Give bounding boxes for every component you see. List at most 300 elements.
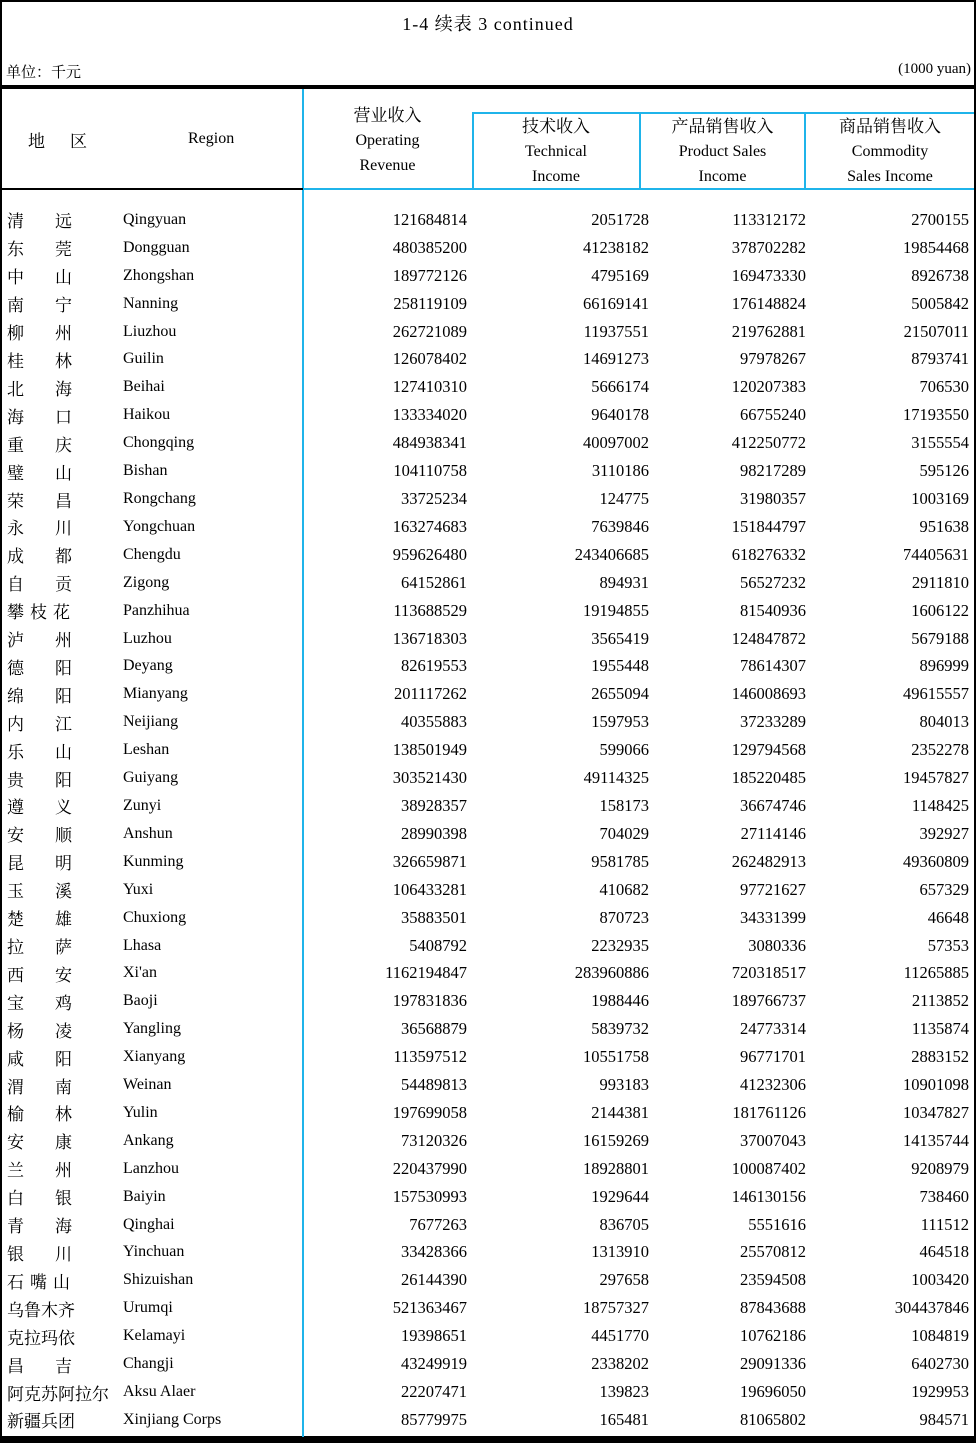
value-cell: 14135744 xyxy=(903,1130,969,1150)
value-cell: 28990398 xyxy=(401,823,467,843)
value-cell: 33725234 xyxy=(401,489,467,509)
value-cell: 104110758 xyxy=(393,461,467,481)
value-cell: 1084819 xyxy=(911,1326,969,1346)
value-cell: 146008693 xyxy=(731,684,806,704)
value-cell: 657329 xyxy=(919,879,969,899)
region-name-cn: 乌鲁木齐 xyxy=(7,1300,75,1320)
value-cell: 8793741 xyxy=(911,349,969,369)
value-cell: 24773314 xyxy=(740,1019,806,1039)
region-name-en: Yongchuan xyxy=(123,517,196,535)
value-cell: 599066 xyxy=(599,740,649,760)
value-cell: 2911810 xyxy=(911,572,969,592)
value-cell: 219762881 xyxy=(731,321,806,341)
value-cell: 704029 xyxy=(599,823,649,843)
value-cell: 113312172 xyxy=(732,209,806,229)
value-cell: 163274683 xyxy=(392,516,467,536)
value-cell: 2338202 xyxy=(591,1354,649,1374)
region-cell xyxy=(2,1406,303,1434)
table-row xyxy=(2,597,974,625)
value-cell: 896999 xyxy=(919,656,969,676)
region-name-en: Yangling xyxy=(123,1020,181,1038)
value-cell: 34331399 xyxy=(740,907,806,927)
value-cell: 18928801 xyxy=(583,1158,649,1178)
table-row xyxy=(2,876,974,904)
region-cell xyxy=(2,1239,303,1267)
table-row xyxy=(2,736,974,764)
region-name-en: Panzhihua xyxy=(123,601,190,619)
region-name-cn: 石嘴山 xyxy=(7,1272,76,1292)
region-name-cn: 北海 xyxy=(7,379,103,399)
region-cell xyxy=(2,429,303,457)
region-name-cn: 玉溪 xyxy=(7,882,103,902)
value-cell: 392927 xyxy=(919,823,969,843)
value-cell: 54489813 xyxy=(401,1075,467,1095)
table-row xyxy=(2,569,974,597)
value-cell: 17193550 xyxy=(903,405,969,425)
value-cell: 19398651 xyxy=(401,1326,467,1346)
region-cell xyxy=(2,680,303,708)
region-header-en: Region xyxy=(188,130,235,147)
value-cell: 126078402 xyxy=(392,349,467,369)
region-name-en: Changji xyxy=(123,1355,174,1373)
region-name-cn: 昌吉 xyxy=(7,1356,103,1376)
region-name-cn: 西安 xyxy=(7,965,103,985)
value-cell: 100087402 xyxy=(731,1158,806,1178)
value-cell: 97721627 xyxy=(740,879,806,899)
table-row xyxy=(2,848,974,876)
table-row xyxy=(2,541,974,569)
table-row xyxy=(2,1015,974,1043)
value-cell: 304437846 xyxy=(894,1298,969,1318)
region-cell xyxy=(2,373,303,401)
value-cell: 181761126 xyxy=(732,1102,806,1122)
table-row xyxy=(2,1350,974,1378)
value-cell: 984571 xyxy=(919,1409,969,1429)
region-name-cn: 遵义 xyxy=(7,798,103,818)
region-name-cn: 拉萨 xyxy=(7,938,103,958)
region-cell xyxy=(2,792,303,820)
value-cell: 1162194847 xyxy=(385,963,467,983)
value-cell: 120207383 xyxy=(731,377,806,397)
region-name-cn: 宝鸡 xyxy=(7,993,103,1013)
header-cn-label: 营业收入 xyxy=(353,106,422,125)
value-cell: 303521430 xyxy=(392,768,467,788)
region-cell xyxy=(2,513,303,541)
value-cell: 10901098 xyxy=(903,1075,969,1095)
header-cn-label: 商品销售收入 xyxy=(839,117,941,136)
region-cell xyxy=(2,485,303,513)
value-cell: 5839732 xyxy=(591,1019,649,1039)
table-row xyxy=(2,373,974,401)
region-name-en: Baiyin xyxy=(123,1187,166,1205)
region-name-cn: 杨凌 xyxy=(7,1021,103,1041)
header-en-label: Operating xyxy=(355,132,420,149)
table-row xyxy=(2,206,974,234)
value-cell: 480385200 xyxy=(392,237,467,257)
region-name-en: Anshun xyxy=(123,824,173,842)
region-name-en: Rongchang xyxy=(123,490,196,508)
region-cell xyxy=(2,206,303,234)
value-cell: 2883152 xyxy=(911,1047,969,1067)
table-row xyxy=(2,1378,974,1406)
table-row xyxy=(2,792,974,820)
region-cell xyxy=(2,1322,303,1350)
region-cell xyxy=(2,876,303,904)
region-cell xyxy=(2,401,303,429)
value-cell: 720318517 xyxy=(731,963,806,983)
value-cell: 297658 xyxy=(599,1270,649,1290)
value-cell: 11937551 xyxy=(583,321,649,341)
value-cell: 5408792 xyxy=(409,935,467,955)
region-name-cn: 海口 xyxy=(7,407,103,427)
table-row xyxy=(2,262,974,290)
region-name-en: Deyang xyxy=(123,657,173,675)
value-cell: 836705 xyxy=(599,1214,649,1234)
region-name-cn: 昆明 xyxy=(7,854,103,874)
value-cell: 66169141 xyxy=(583,293,649,313)
value-cell: 3110186 xyxy=(591,461,649,481)
value-cell: 5679188 xyxy=(911,628,969,648)
value-cell: 38928357 xyxy=(401,795,467,815)
value-cell: 139823 xyxy=(599,1382,649,1402)
region-cell xyxy=(2,932,303,960)
value-cell: 133334020 xyxy=(392,405,467,425)
value-cell: 22207471 xyxy=(401,1382,467,1402)
region-cell xyxy=(2,1015,303,1043)
value-cell: 113597512 xyxy=(393,1047,467,1067)
table-row xyxy=(2,513,974,541)
table-row xyxy=(2,653,974,681)
region-name-en: Ankang xyxy=(123,1131,174,1149)
value-cell: 1003169 xyxy=(911,489,969,509)
region-cell xyxy=(2,653,303,681)
region-name-cn: 银川 xyxy=(7,1244,103,1264)
value-cell: 36674746 xyxy=(740,795,806,815)
region-name-en: Mianyang xyxy=(123,685,188,703)
value-cell: 14691273 xyxy=(583,349,649,369)
table-row xyxy=(2,1211,974,1239)
value-cell: 106433281 xyxy=(392,879,467,899)
value-cell: 378702282 xyxy=(731,237,806,257)
value-cell: 4795169 xyxy=(591,265,649,285)
value-cell: 124775 xyxy=(599,489,649,509)
region-cell xyxy=(2,1099,303,1127)
region-name-cn: 泸州 xyxy=(7,631,103,651)
region-name-en: Xianyang xyxy=(123,1048,186,1066)
value-cell: 5551616 xyxy=(748,1214,806,1234)
region-cell xyxy=(2,1378,303,1406)
value-cell: 136718303 xyxy=(392,628,467,648)
region-name-cn: 安康 xyxy=(7,1133,103,1153)
region-name-en: Liuzhou xyxy=(123,322,177,340)
region-cell xyxy=(2,1350,303,1378)
table-row xyxy=(2,625,974,653)
region-cell xyxy=(2,1127,303,1155)
table-row xyxy=(2,1266,974,1294)
region-name-cn: 荣昌 xyxy=(7,491,103,511)
value-cell: 1148425 xyxy=(911,795,969,815)
value-cell: 2700155 xyxy=(911,209,969,229)
value-cell: 1135874 xyxy=(911,1019,969,1039)
value-cell: 41232306 xyxy=(740,1075,806,1095)
value-cell: 5666174 xyxy=(591,377,649,397)
value-cell: 26144390 xyxy=(401,1270,467,1290)
value-cell: 129794568 xyxy=(731,740,806,760)
value-cell: 73120326 xyxy=(401,1130,467,1150)
page-title: 1-4 续表 3 continued xyxy=(402,14,574,34)
region-cell xyxy=(2,959,303,987)
region-cell xyxy=(2,1266,303,1294)
value-cell: 36568879 xyxy=(401,1019,467,1039)
value-cell: 40355883 xyxy=(401,712,467,732)
region-name-en: Urumqi xyxy=(123,1299,173,1317)
region-cell xyxy=(2,820,303,848)
value-cell: 43249919 xyxy=(401,1354,467,1374)
region-header-cn: 地区 xyxy=(28,131,112,151)
value-cell: 7639846 xyxy=(591,516,649,536)
region-name-en: Haikou xyxy=(123,406,171,424)
value-cell: 87843688 xyxy=(740,1298,806,1318)
value-cell: 40097002 xyxy=(583,433,649,453)
table-row xyxy=(2,1322,974,1350)
region-cell xyxy=(2,318,303,346)
value-cell: 16159269 xyxy=(583,1130,649,1150)
table-row xyxy=(2,346,974,374)
value-cell: 96771701 xyxy=(740,1047,806,1067)
value-cell: 464518 xyxy=(919,1242,969,1262)
value-cell: 165481 xyxy=(599,1409,649,1429)
region-cell xyxy=(2,1294,303,1322)
table-row xyxy=(2,987,974,1015)
value-cell: 9640178 xyxy=(591,405,649,425)
value-cell: 97978267 xyxy=(740,349,806,369)
region-cell xyxy=(2,262,303,290)
region-name-en: Qinghai xyxy=(123,1215,175,1233)
value-cell: 185220485 xyxy=(731,768,806,788)
region-name-cn: 楚雄 xyxy=(7,910,103,930)
region-name-cn: 乐山 xyxy=(7,742,103,762)
value-cell: 3155554 xyxy=(911,433,969,453)
table-row xyxy=(2,429,974,457)
value-cell: 37233289 xyxy=(740,712,806,732)
column-header-operating-revenue xyxy=(303,103,472,178)
table-row xyxy=(2,959,974,987)
header-en-label: Sales Income xyxy=(847,168,933,185)
value-cell: 4451770 xyxy=(591,1326,649,1346)
value-cell: 993183 xyxy=(599,1075,649,1095)
table-row xyxy=(2,1099,974,1127)
value-cell: 326659871 xyxy=(392,851,467,871)
region-cell xyxy=(2,848,303,876)
region-name-en: Bishan xyxy=(123,462,168,480)
value-cell: 64152861 xyxy=(401,572,467,592)
value-cell: 11265885 xyxy=(903,963,969,983)
region-name-cn: 贵阳 xyxy=(7,770,103,790)
header-en-label: Income xyxy=(532,168,580,185)
unit-label-cn: 单位：千元 xyxy=(6,65,82,81)
value-cell: 8926738 xyxy=(911,265,969,285)
value-cell: 37007043 xyxy=(740,1130,806,1150)
table-row xyxy=(2,234,974,262)
value-cell: 111512 xyxy=(920,1214,969,1234)
region-name-en: Leshan xyxy=(123,741,170,759)
value-cell: 138501949 xyxy=(392,740,467,760)
value-cell: 21507011 xyxy=(903,321,969,341)
region-name-cn: 德阳 xyxy=(7,658,103,678)
value-cell: 1929953 xyxy=(911,1382,969,1402)
region-name-en: Xi'an xyxy=(123,964,157,982)
region-name-en: Yinchuan xyxy=(123,1243,185,1261)
region-name-en: Luzhou xyxy=(123,629,172,647)
value-cell: 220437990 xyxy=(392,1158,467,1178)
header-en-label: Product Sales xyxy=(678,143,767,160)
value-cell: 10551758 xyxy=(583,1047,649,1067)
header-en-label: Revenue xyxy=(359,157,416,174)
value-cell: 81065802 xyxy=(740,1409,806,1429)
region-name-en: Yulin xyxy=(123,1103,158,1121)
value-cell: 85779975 xyxy=(401,1409,467,1429)
table-row xyxy=(2,1071,974,1099)
value-cell: 121684814 xyxy=(392,209,467,229)
header-cn-label: 技术收入 xyxy=(522,117,590,136)
value-cell: 738460 xyxy=(919,1186,969,1206)
region-name-cn: 兰州 xyxy=(7,1161,103,1181)
region-name-en: Baoji xyxy=(123,992,158,1010)
region-name-cn: 自贡 xyxy=(7,575,103,595)
unit-label-en: (1000 yuan) xyxy=(898,61,971,77)
value-cell: 10762186 xyxy=(740,1326,806,1346)
region-name-en: Chengdu xyxy=(123,545,181,563)
table-row xyxy=(2,401,974,429)
value-cell: 49360809 xyxy=(903,851,969,871)
value-cell: 262721089 xyxy=(392,321,467,341)
value-cell: 35883501 xyxy=(401,907,467,927)
value-cell: 1929644 xyxy=(591,1186,649,1206)
table-row xyxy=(2,485,974,513)
value-cell: 2655094 xyxy=(591,684,649,704)
value-cell: 258119109 xyxy=(393,293,467,313)
region-name-cn: 清远 xyxy=(7,212,103,232)
region-name-cn: 青海 xyxy=(7,1217,103,1237)
value-cell: 151844797 xyxy=(731,516,806,536)
region-name-en: Lanzhou xyxy=(123,1159,179,1177)
table-top-rule xyxy=(0,85,976,89)
region-name-cn: 南宁 xyxy=(7,296,103,316)
value-cell: 9208979 xyxy=(911,1158,969,1178)
value-cell: 2051728 xyxy=(591,209,649,229)
table-row xyxy=(2,708,974,736)
value-cell: 9581785 xyxy=(591,851,649,871)
value-cell: 19457827 xyxy=(903,768,969,788)
table-row xyxy=(2,764,974,792)
region-name-cn: 柳州 xyxy=(7,324,103,344)
value-cell: 2144381 xyxy=(591,1102,649,1122)
region-name-cn: 克拉玛依 xyxy=(7,1328,75,1348)
region-name-en: Kelamayi xyxy=(123,1327,186,1345)
region-name-cn: 绵阳 xyxy=(7,686,103,706)
region-cell xyxy=(2,1071,303,1099)
table-row xyxy=(2,1155,974,1183)
table-bottom-rule xyxy=(0,1436,976,1441)
value-cell: 2113852 xyxy=(911,991,969,1011)
value-cell: 412250772 xyxy=(731,433,806,453)
region-cell xyxy=(2,1211,303,1239)
value-cell: 262482913 xyxy=(731,851,806,871)
region-name-cn: 璧山 xyxy=(7,463,103,483)
region-cell xyxy=(2,1155,303,1183)
region-name-cn: 安顺 xyxy=(7,826,103,846)
value-cell: 46648 xyxy=(927,907,969,927)
value-cell: 1313910 xyxy=(591,1242,649,1262)
value-cell: 201117262 xyxy=(393,684,467,704)
value-cell: 951638 xyxy=(919,516,969,536)
value-cell: 78614307 xyxy=(740,656,806,676)
region-name-cn: 中山 xyxy=(7,268,103,288)
value-cell: 197699058 xyxy=(392,1102,467,1122)
table-row xyxy=(2,1127,974,1155)
region-name-cn: 东莞 xyxy=(7,240,103,260)
region-name-cn: 阿克苏阿拉尔 xyxy=(7,1384,109,1404)
value-cell: 29091336 xyxy=(740,1354,806,1374)
value-cell: 189772126 xyxy=(392,265,467,285)
region-name-en: Neijiang xyxy=(123,713,179,731)
table-row xyxy=(2,1043,974,1071)
region-name-cn: 榆林 xyxy=(7,1105,103,1125)
region-name-en: Aksu Alaer xyxy=(123,1383,196,1401)
value-cell: 959626480 xyxy=(392,544,467,564)
value-cell: 49114325 xyxy=(583,768,649,788)
table-row xyxy=(2,457,974,485)
value-cell: 98217289 xyxy=(740,461,806,481)
region-name-en: Zhongshan xyxy=(123,266,195,284)
region-name-en: Weinan xyxy=(123,1076,172,1094)
value-cell: 595126 xyxy=(919,461,969,481)
value-cell: 1597953 xyxy=(591,712,649,732)
value-cell: 157530993 xyxy=(392,1186,467,1206)
value-cell: 10347827 xyxy=(903,1102,969,1122)
header-en-label: Technical xyxy=(525,143,587,160)
value-cell: 706530 xyxy=(919,377,969,397)
value-cell: 894931 xyxy=(599,572,649,592)
value-cell: 31980357 xyxy=(740,489,806,509)
value-cell: 189766737 xyxy=(731,991,806,1011)
value-cell: 5005842 xyxy=(911,293,969,313)
header-cn-label: 产品销售收入 xyxy=(671,117,774,136)
value-cell: 243406685 xyxy=(574,544,649,564)
column-header-technical-income xyxy=(474,114,638,189)
value-cell: 25570812 xyxy=(740,1242,806,1262)
region-name-cn: 白银 xyxy=(7,1189,103,1209)
region-cell xyxy=(2,541,303,569)
value-cell: 49615557 xyxy=(903,684,969,704)
region-name-cn: 桂林 xyxy=(7,351,103,371)
region-name-cn: 内江 xyxy=(7,714,103,734)
value-cell: 33428366 xyxy=(401,1242,467,1262)
value-cell: 23594508 xyxy=(740,1270,806,1290)
region-name-cn: 成都 xyxy=(7,547,103,567)
column-header-product-sales-income xyxy=(641,114,804,189)
value-cell: 283960886 xyxy=(574,963,649,983)
region-cell xyxy=(2,764,303,792)
value-cell: 870723 xyxy=(599,907,649,927)
value-cell: 41238182 xyxy=(583,237,649,257)
table-row xyxy=(2,680,974,708)
region-cell xyxy=(2,597,303,625)
region-name-en: Guiyang xyxy=(123,769,179,787)
value-cell: 124847872 xyxy=(731,628,806,648)
value-cell: 19696050 xyxy=(740,1382,806,1402)
table-row xyxy=(2,1183,974,1211)
